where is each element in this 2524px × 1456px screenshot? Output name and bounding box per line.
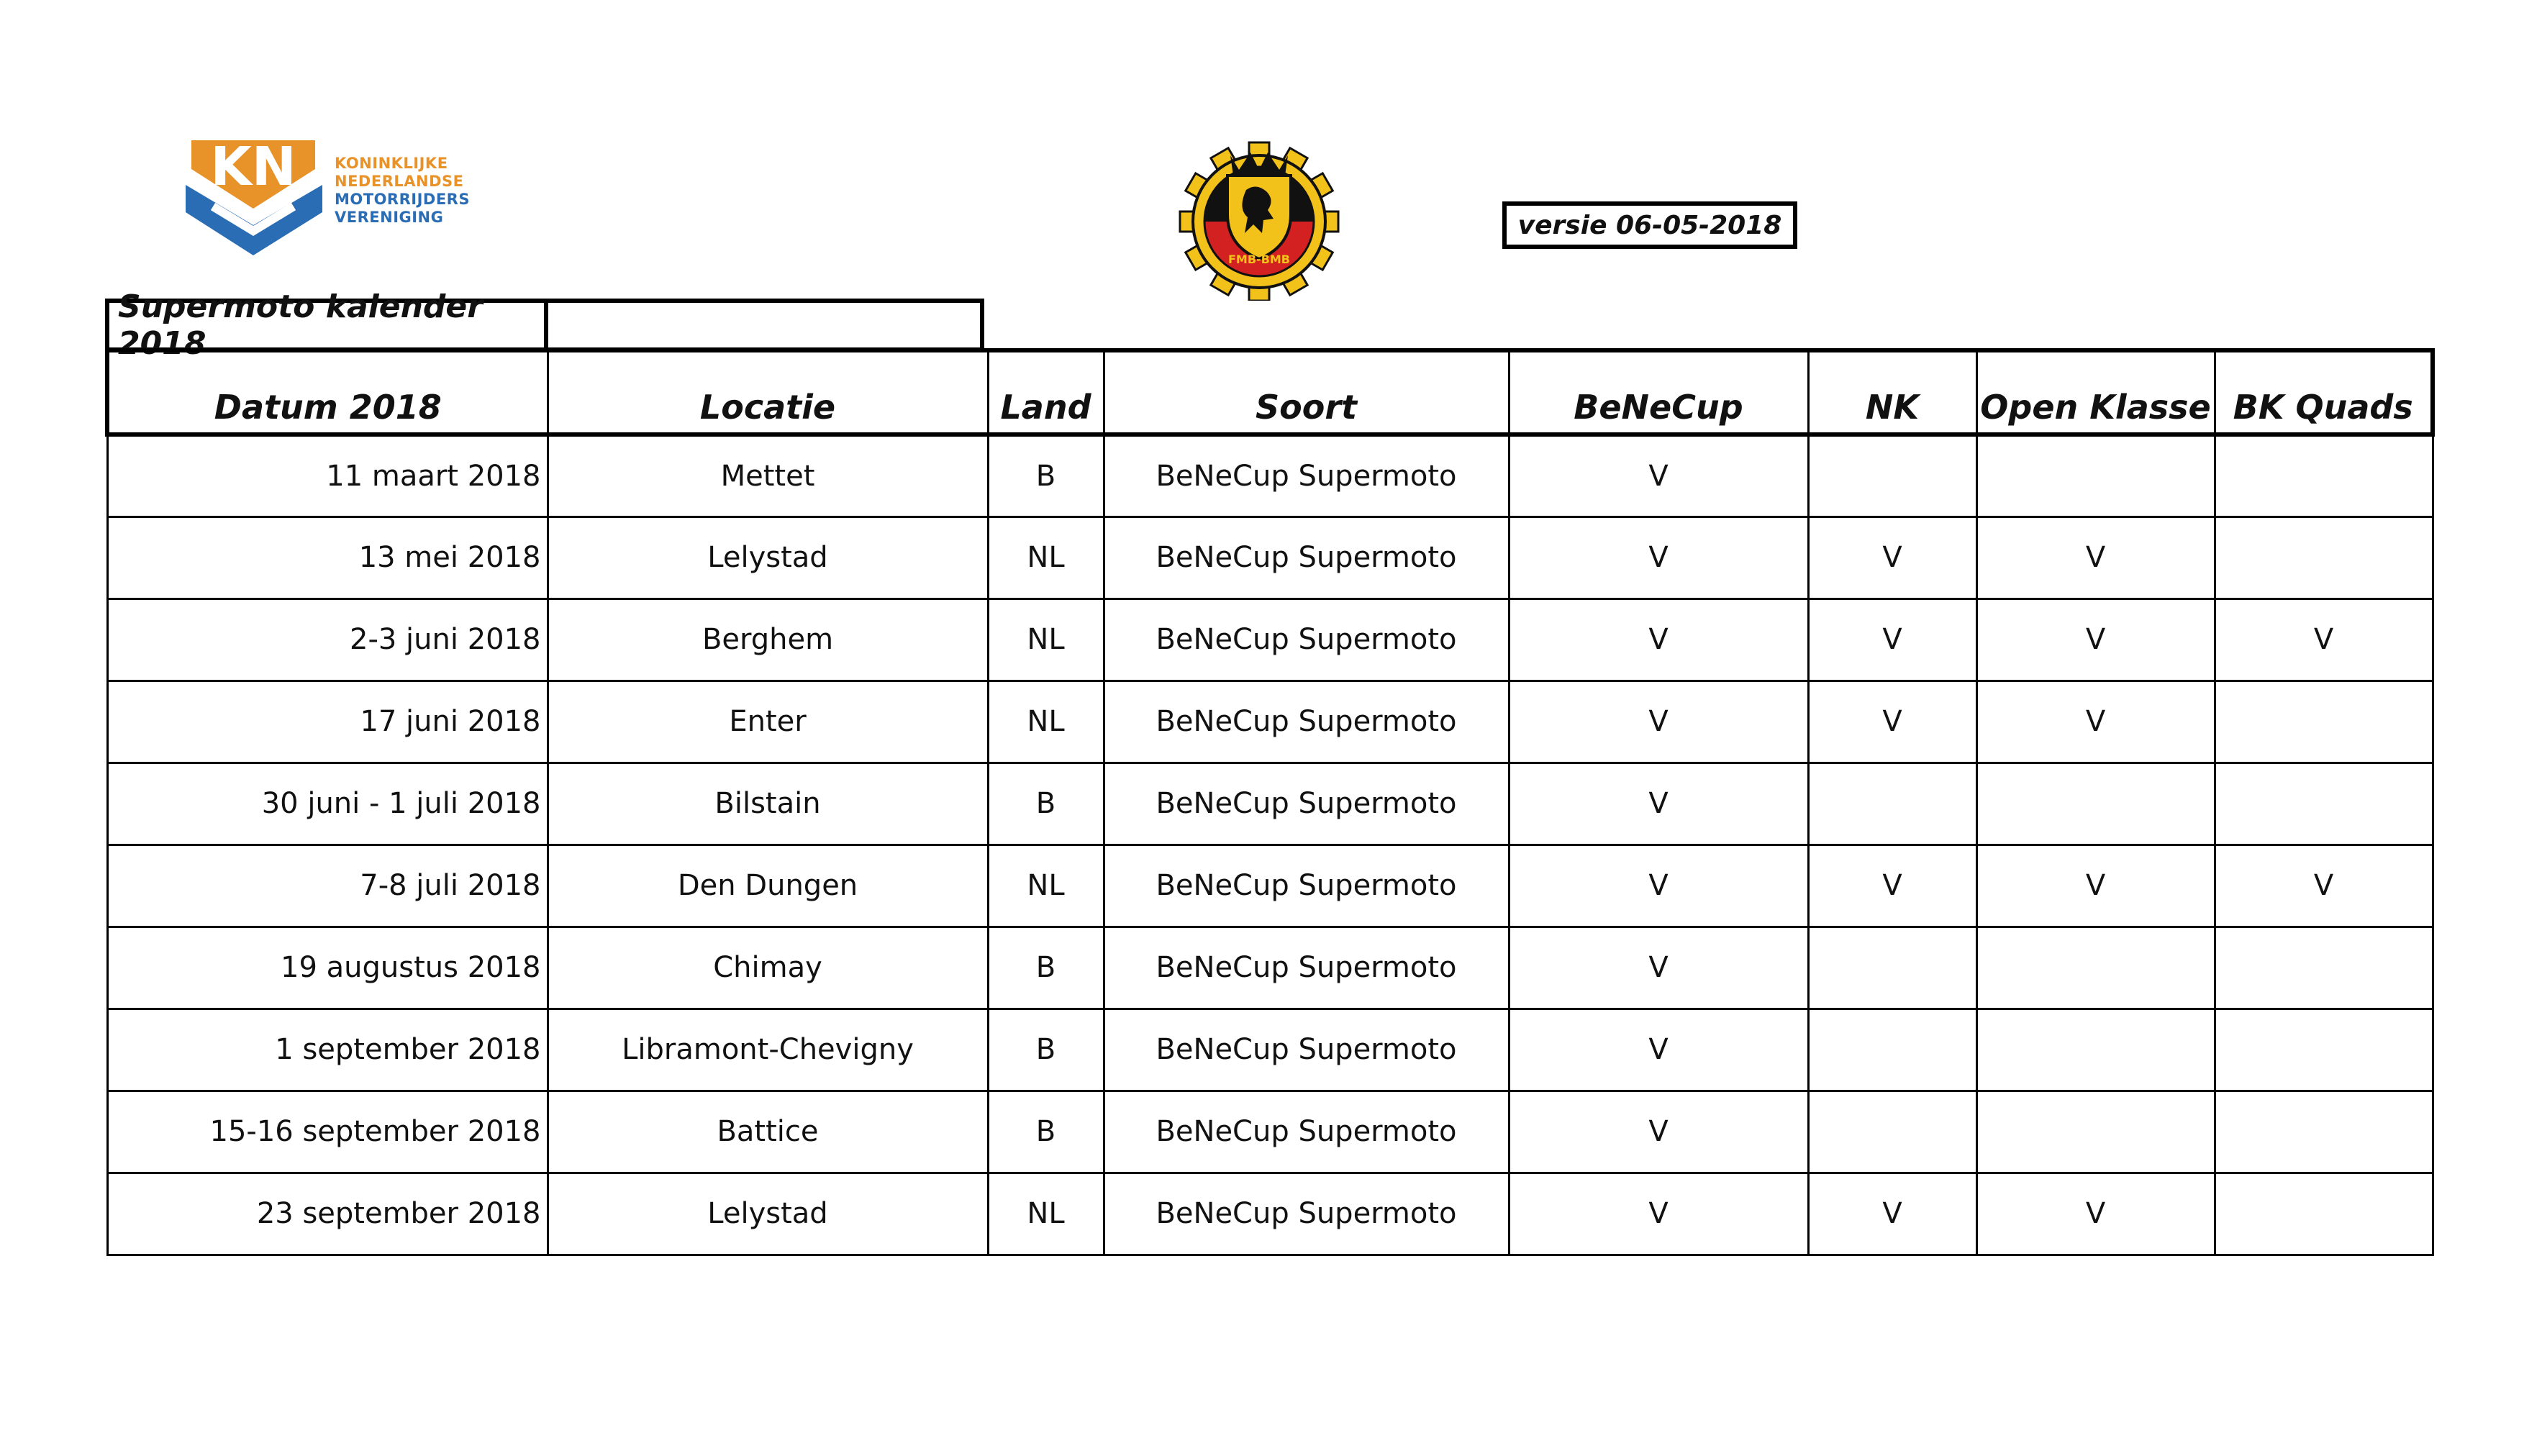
benecup-cell: V	[1509, 927, 1808, 1009]
land-cell: B	[988, 434, 1104, 517]
datum-cell: 23 september 2018	[107, 1173, 548, 1255]
soort-cell: BeNeCup Supermoto	[1104, 517, 1509, 599]
soort-cell: BeNeCup Supermoto	[1104, 681, 1509, 763]
datum-cell: 7-8 juli 2018	[107, 845, 548, 927]
bk-quads-cell	[2215, 681, 2433, 763]
datum-cell: 19 augustus 2018	[107, 927, 548, 1009]
soort-cell: BeNeCup Supermoto	[1104, 1091, 1509, 1173]
open-klasse-cell: V	[1976, 845, 2215, 927]
land-cell: NL	[988, 681, 1104, 763]
fmb-logo	[1162, 128, 1356, 301]
soort-cell: BeNeCup Supermoto	[1104, 927, 1509, 1009]
open-klasse-cell: V	[1976, 599, 2215, 681]
nk-cell: V	[1808, 845, 1976, 927]
version-label: versie 06-05-2018	[1502, 201, 1797, 249]
knmv-emblem-icon	[186, 140, 322, 255]
bk-quads-cell	[2215, 517, 2433, 599]
bk-quads-cell	[2215, 763, 2433, 845]
benecup-cell: V	[1509, 1091, 1808, 1173]
knmv-logo	[186, 140, 502, 255]
benecup-cell: V	[1509, 1009, 1808, 1091]
nk-cell: V	[1808, 517, 1976, 599]
header-locatie: Locatie	[548, 350, 988, 434]
locatie-cell: Enter	[548, 681, 988, 763]
datum-cell: 17 juni 2018	[107, 681, 548, 763]
open-klasse-cell	[1976, 1009, 2215, 1091]
soort-cell: BeNeCup Supermoto	[1104, 434, 1509, 517]
benecup-cell: V	[1509, 1173, 1808, 1255]
table-row	[107, 434, 2433, 517]
soort-cell: BeNeCup Supermoto	[1104, 845, 1509, 927]
datum-cell: 2-3 juni 2018	[107, 599, 548, 681]
benecup-cell: V	[1509, 599, 1808, 681]
header-benecup: BeNeCup	[1509, 350, 1808, 434]
land-cell: B	[988, 1009, 1104, 1091]
knmv-line-2: NEDERLANDSE	[335, 173, 464, 190]
locatie-cell: Lelystad	[548, 517, 988, 599]
land-cell: B	[988, 927, 1104, 1009]
bk-quads-cell	[2215, 1173, 2433, 1255]
header-nk: NK	[1808, 350, 1976, 434]
open-klasse-cell	[1976, 763, 2215, 845]
soort-cell: BeNeCup Supermoto	[1104, 599, 1509, 681]
table-row	[107, 845, 2433, 927]
land-cell: NL	[988, 845, 1104, 927]
open-klasse-cell	[1976, 1091, 2215, 1173]
bk-quads-cell	[2215, 434, 2433, 517]
nk-cell: V	[1808, 1173, 1976, 1255]
benecup-cell: V	[1509, 434, 1808, 517]
locatie-cell: Mettet	[548, 434, 988, 517]
nk-cell: V	[1808, 681, 1976, 763]
datum-cell: 1 september 2018	[107, 1009, 548, 1091]
locatie-cell: Den Dungen	[548, 845, 988, 927]
locatie-cell: Libramont-Chevigny	[548, 1009, 988, 1091]
table-row	[107, 1009, 2433, 1091]
knmv-letters: KN	[210, 140, 296, 198]
locatie-cell: Lelystad	[548, 1173, 988, 1255]
fmb-gear-shield-icon	[1162, 128, 1356, 301]
datum-cell: 13 mei 2018	[107, 517, 548, 599]
locatie-cell: Berghem	[548, 599, 988, 681]
datum-cell: 30 juni - 1 juli 2018	[107, 763, 548, 845]
benecup-cell: V	[1509, 845, 1808, 927]
table-row	[107, 1091, 2433, 1173]
nk-cell	[1808, 763, 1976, 845]
knmv-line-3: MOTORRIJDERS	[335, 191, 470, 208]
title-empty-cell	[544, 299, 984, 352]
open-klasse-cell: V	[1976, 681, 2215, 763]
nk-cell	[1808, 1009, 1976, 1091]
nk-cell	[1808, 927, 1976, 1009]
fmb-text: FMB-BMB	[1228, 252, 1290, 266]
soort-cell: BeNeCup Supermoto	[1104, 763, 1509, 845]
benecup-cell: V	[1509, 763, 1808, 845]
page-title: Supermoto kalender 2018	[105, 299, 548, 352]
datum-cell: 15-16 september 2018	[107, 1091, 548, 1173]
knmv-line-1: KONINKLIJKE	[335, 155, 448, 172]
locatie-cell: Bilstain	[548, 763, 988, 845]
table-header-row	[107, 350, 2433, 434]
locatie-cell: Chimay	[548, 927, 988, 1009]
nk-cell	[1808, 434, 1976, 517]
calendar-body	[107, 434, 2433, 1255]
bk-quads-cell	[2215, 1009, 2433, 1091]
bk-quads-cell: V	[2215, 845, 2433, 927]
bk-quads-cell: V	[2215, 599, 2433, 681]
land-cell: NL	[988, 517, 1104, 599]
bk-quads-cell	[2215, 1091, 2433, 1173]
open-klasse-cell	[1976, 927, 2215, 1009]
header-open-klasse: Open Klasse	[1976, 350, 2215, 434]
header-bk-quads: BK Quads	[2215, 350, 2433, 434]
calendar-table	[105, 348, 2435, 1256]
open-klasse-cell: V	[1976, 1173, 2215, 1255]
land-cell: B	[988, 763, 1104, 845]
header-datum: Datum 2018	[107, 350, 548, 434]
table-row	[107, 1173, 2433, 1255]
nk-cell	[1808, 1091, 1976, 1173]
datum-cell: 11 maart 2018	[107, 434, 548, 517]
table-row	[107, 599, 2433, 681]
knmv-line-4: VERENIGING	[335, 209, 444, 226]
header-land: Land	[988, 350, 1104, 434]
land-cell: NL	[988, 599, 1104, 681]
nk-cell: V	[1808, 599, 1976, 681]
knmv-wordmark	[335, 155, 470, 227]
table-row	[107, 763, 2433, 845]
benecup-cell: V	[1509, 517, 1808, 599]
open-klasse-cell: V	[1976, 517, 2215, 599]
bk-quads-cell	[2215, 927, 2433, 1009]
table-row	[107, 517, 2433, 599]
benecup-cell: V	[1509, 681, 1808, 763]
header-soort: Soort	[1104, 350, 1509, 434]
soort-cell: BeNeCup Supermoto	[1104, 1173, 1509, 1255]
table-row	[107, 681, 2433, 763]
table-row	[107, 927, 2433, 1009]
soort-cell: BeNeCup Supermoto	[1104, 1009, 1509, 1091]
land-cell: B	[988, 1091, 1104, 1173]
open-klasse-cell	[1976, 434, 2215, 517]
land-cell: NL	[988, 1173, 1104, 1255]
locatie-cell: Battice	[548, 1091, 988, 1173]
